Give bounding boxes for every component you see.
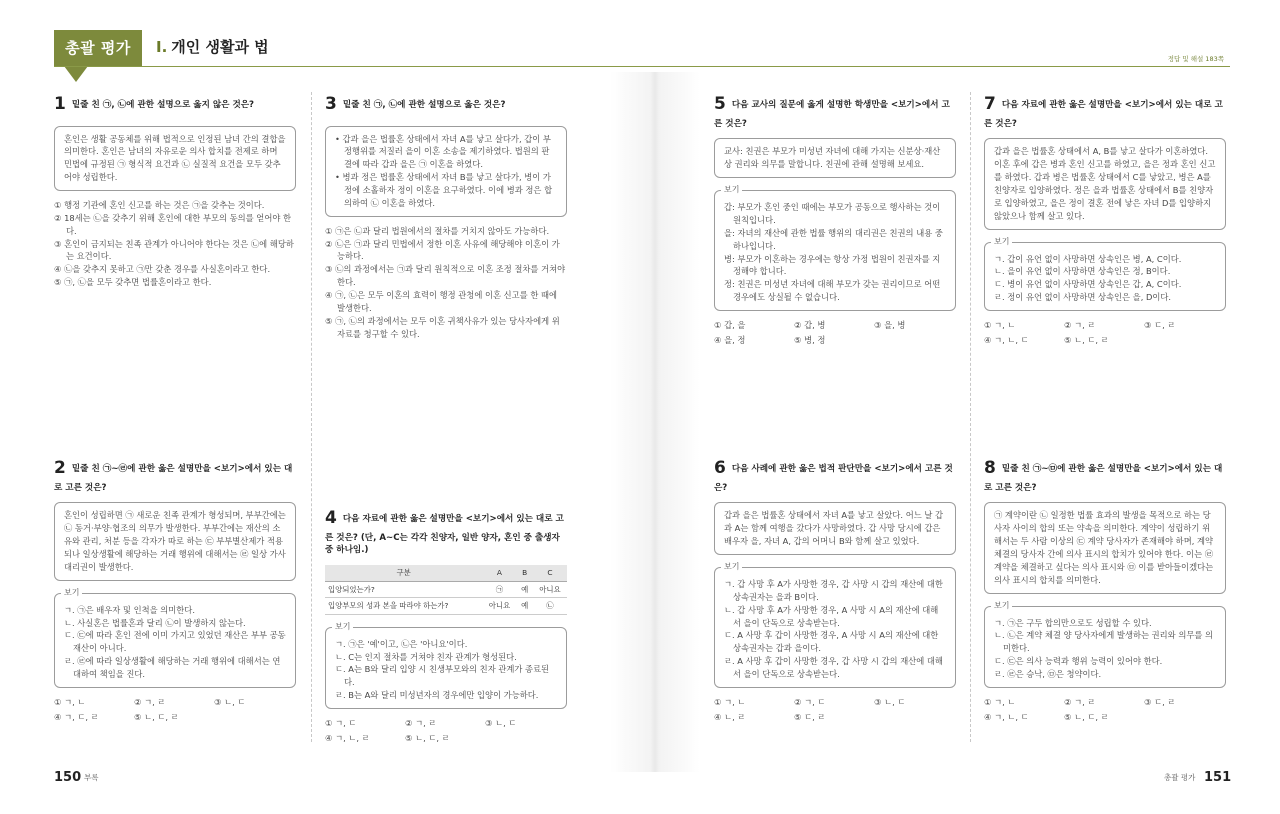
question-6-passage-text: 갑과 을은 법률혼 상태에서 자녀 A를 낳고 살았다. 어느 날 갑과 A는 함께 여행을 갔다가 사망하였다. 갑 사망 당시에 갑은 배우자 을, 자녀 A, 갑의 어머니 B와 함께 살고 있었다. (724, 510, 944, 547)
option[interactable]: ③ ㄴ, ㄷ (874, 696, 906, 707)
section-badge: 총괄 평가 (54, 30, 142, 66)
bogi-item: ㄱ. 갑이 유언 없이 사망하면 상속인은 병, A, C이다. (994, 253, 1182, 264)
option[interactable]: ② ㄱ, ㄹ (405, 717, 437, 728)
option[interactable]: ① ㄱ, ㄴ (54, 696, 86, 707)
question-5-prompt (714, 92, 956, 130)
table-cell: ㉠ (482, 581, 516, 597)
question-7 (984, 92, 1226, 347)
option[interactable]: ① ㄱ, ㄷ (325, 717, 357, 728)
question-8-bogi (984, 600, 1226, 688)
section-badge-tail (64, 66, 88, 82)
question-5-bogi (714, 185, 956, 311)
option[interactable]: ⑤ ㄴ, ㄷ, ㄹ (1064, 334, 1109, 345)
question-5 (714, 92, 956, 347)
table-header: B (516, 565, 532, 581)
question-4-bogi (325, 621, 567, 709)
bogi-item: ㄷ. A 사망 후 갑이 사망한 경우, A 사망 시 A의 재산에 대한 상속권자는 갑과 을이다. (724, 630, 939, 654)
question-5-options (714, 319, 956, 347)
bogi-item: 정: 친권은 미성년 자녀에 대해 부모가 갖는 권리이므로 어떤 경우에도 상실될 수 없습니다. (724, 279, 941, 303)
question-5-number: 5 (714, 94, 726, 114)
option[interactable]: ③ ㄷ, ㄹ (1144, 696, 1176, 707)
question-8-passage-text: ㉠ 계약이란 ㉡ 일정한 법률 효과의 발생을 목적으로 하는 당사자 사이의 합의 또는 약속을 의미한다. 계약이 성립하기 위해서는 두 사람 이상의 ㉢ 계약 당사자가 존재해야 하며, 계약 체결의 당사자 간에 의사 표시의 합치가 있어야 한다. 이는 ㉣ 계약을 체결하고 싶다는 의사 표시와 ㉤ 이를 받아들이겠다는 의사 표시의 합치를 의미한다. (994, 510, 1214, 585)
option[interactable]: ② 18세는 ㉡을 갖추기 위해 혼인에 대한 부모의 동의를 얻어야 한다. (54, 212, 292, 236)
option[interactable]: ② ㄱ, ㄹ (1064, 319, 1096, 330)
option[interactable]: ④ ㉡을 갖추지 못하고 ㉠만 갖춘 경우를 사실혼이라고 한다. (54, 264, 271, 275)
bogi-item: ㄹ. A 사망 후 갑이 사망한 경우, 갑 사망 시 갑의 재산에 대해서 을이 단독으로 상속받는다. (724, 656, 943, 679)
option[interactable]: ① 갑, 을 (714, 319, 746, 330)
option[interactable]: ⑤ 병, 정 (794, 334, 826, 345)
column-divider-left (311, 92, 312, 742)
table-cell: ㉡ (533, 598, 567, 614)
question-3 (325, 92, 567, 340)
question-4-options (325, 717, 567, 745)
option[interactable]: ⑤ ㄷ, ㄹ (794, 711, 826, 722)
question-1-prompt (54, 92, 296, 118)
table-header: C (533, 565, 567, 581)
question-7-passage-text: 갑과 을은 법률혼 상태에서 A, B를 낳고 살다가 이혼하였다. 이혼 후에 갑은 병과 혼인 신고를 하였고, 을은 정과 혼인 신고를 하였다. 갑과 병은 법률혼 상태에서 C를 낳았고, 병은 A를 친양자로 입양하였다. 정은 을과 법률혼 상태에서 B를 친양자로 입양하였고, 을은 정이 결혼 전에 낳은 자녀 D를 입양하지 않았으나 함께 살고 있다. (994, 146, 1216, 221)
option[interactable]: ② 갑, 병 (794, 319, 826, 330)
question-6-bogi (714, 561, 956, 688)
question-2-prompt-text: 밑줄 친 ㉠~㉣에 관한 옳은 설명만을 <보기>에서 있는 대로 고른 것은? (54, 464, 293, 493)
question-7-number: 7 (984, 94, 996, 114)
option[interactable]: ⑤ ㉠, ㉡의 과정에서는 모두 이혼 귀책사유가 있는 당사자에게 위자료를 청구할 수 있다. (325, 315, 560, 339)
bogi-label: 보기 (991, 236, 1012, 248)
option[interactable]: ④ 을, 정 (714, 334, 746, 345)
bogi-item: ㄱ. ㉠은 '예'이고, ㉡은 '아니요'이다. (335, 638, 468, 649)
table-cell: 입양되었는가? (325, 581, 482, 597)
passage-bullet: • 갑과 을은 법률혼 상태에서 자녀 A를 낳고 살다가, 갑이 부정행위를 저질러 을이 이혼 소송을 제기하였다. 법원의 판결에 따라 갑과 을은 ㉠ 이혼을 하였다. (335, 133, 551, 170)
option[interactable]: ① ㄱ, ㄴ (714, 696, 746, 707)
option[interactable]: ② ㉡은 ㉠과 달리 민법에서 정한 이혼 사유에 해당해야 이혼이 가능하다. (325, 238, 560, 262)
question-6-prompt-text: 다음 사례에 관한 옳은 법적 판단만을 <보기>에서 고른 것은? (714, 464, 953, 493)
option[interactable]: ① 행정 기관에 혼인 신고를 하는 것은 ㉠을 갖추는 것이다. (54, 199, 265, 210)
option[interactable]: ④ ㄱ, ㄴ, ㄷ (984, 711, 1029, 722)
bogi-item: ㄹ. 정이 유언 없이 사망하면 상속인은 을, D이다. (994, 292, 1172, 303)
question-3-options (325, 225, 567, 341)
question-6-number: 6 (714, 458, 726, 478)
option[interactable]: ③ ㉡의 과정에서는 ㉠과 달리 원칙적으로 이혼 조정 절차를 거쳐야 한다. (325, 264, 566, 288)
option[interactable]: ③ 을, 병 (874, 319, 906, 330)
question-2-options (54, 696, 296, 724)
question-8-number: 8 (984, 458, 996, 478)
question-2-passage-text: 혼인이 성립하면 ㉠ 새로운 친족 관계가 형성되며, 부부간에는 ㉡ 동거·부양·협조의 의무가 발생한다. 부부간에는 재산의 소유와 관리, 처분 등을 각자가 따로 하는 ㉢ 부부별산제가 적용되나 일상생활에 해당하는 거래 행위에 대해서는 ㉣ 일상 가사 대리권이 발생한다. (64, 510, 286, 572)
table-header: A (482, 565, 516, 581)
question-7-options (984, 319, 1226, 347)
question-8-prompt-text: 밑줄 친 ㉠~㉤에 관한 옳은 설명만을 <보기>에서 있는 대로 고른 것은? (984, 464, 1223, 493)
question-4-table (325, 565, 567, 614)
question-2-passage (54, 502, 296, 580)
question-4 (325, 506, 567, 745)
page-label-left: 부록 (84, 773, 99, 782)
option[interactable]: ⑤ ㄴ, ㄷ, ㄹ (134, 711, 179, 722)
question-5-passage-text: 교사: 친권은 부모가 미성년 자녀에 대해 가지는 신분상·재산상 권리와 의무를 말합니다. 친권에 관해 설명해 보세요. (724, 146, 941, 170)
question-4-number: 4 (325, 508, 337, 528)
column-divider-right (970, 92, 971, 742)
question-3-number: 3 (325, 94, 337, 114)
page-number-left: 150 (54, 770, 82, 785)
page-gutter (610, 72, 700, 772)
table-row (325, 598, 567, 614)
bogi-item: ㄴ. C는 인지 절차를 거쳐야 친자 관계가 형성된다. (335, 651, 517, 662)
question-5-passage (714, 138, 956, 178)
question-1-passage-text: 혼인은 생활 공동체를 위해 법적으로 인정된 남녀 간의 결합을 의미한다. 혼인은 남녀의 자유로운 의사 합치를 전제로 하며 민법에 규정된 ㉠ 형식적 요건과 ㉡ 실질적 요건을 모두 갖추어야 성립한다. (64, 133, 286, 183)
question-1 (54, 92, 296, 289)
bogi-item: ㄷ. ㉢은 의사 능력과 행위 능력이 있어야 한다. (994, 656, 1163, 667)
option[interactable]: ② ㄱ, ㄷ (794, 696, 826, 707)
bogi-item: ㄱ. 갑 사망 후 A가 사망한 경우, 갑 사망 시 갑의 재산에 대한 상속권자는 을과 B이다. (724, 578, 943, 602)
option[interactable]: ④ ㄱ, ㄴ, ㄹ (325, 732, 370, 743)
question-2 (54, 456, 296, 724)
question-3-passage (325, 126, 567, 217)
question-8-passage (984, 502, 1226, 593)
bogi-item: ㄹ. B는 A와 달리 미성년자의 경우에만 입양이 가능하다. (335, 690, 539, 701)
bogi-item: ㄴ. 을이 유언 없이 사망하면 상속인은 정, B이다. (994, 266, 1171, 277)
bogi-label: 보기 (721, 184, 742, 196)
bogi-label: 보기 (332, 621, 353, 633)
question-7-bogi (984, 236, 1226, 311)
bogi-label: 보기 (61, 587, 82, 599)
question-6-prompt (714, 456, 956, 494)
option[interactable]: ⑤ ㄴ, ㄷ, ㄹ (1064, 711, 1109, 722)
option[interactable]: ④ ㄴ, ㄹ (714, 711, 746, 722)
option[interactable]: ④ ㉠, ㉡은 모두 이혼의 효력이 행정 관청에 이혼 신고를 한 때에 발생한다. (325, 289, 558, 313)
table-cell: 아니요 (482, 598, 516, 614)
table-cell: 아니요 (533, 581, 567, 597)
bogi-item: ㄱ. ㉠은 구두 합의만으로도 성립할 수 있다. (994, 617, 1152, 628)
option[interactable]: ⑤ ㉠, ㉡을 모두 갖추면 법률혼이라고 한다. (54, 277, 212, 288)
option[interactable]: ④ ㄱ, ㄷ, ㄹ (54, 711, 99, 722)
question-7-prompt-text: 다음 자료에 관한 옳은 설명만을 <보기>에서 있는 대로 고른 것은? (984, 100, 1223, 129)
bogi-label: 보기 (991, 600, 1012, 612)
bogi-item: 병: 부모가 이혼하는 경우에는 항상 가정 법원이 친권자를 지정해야 합니다. (724, 253, 941, 277)
option[interactable]: ① ㉠은 ㉡과 달리 법원에서의 절차를 거치지 않아도 가능하다. (325, 225, 550, 236)
question-8 (984, 456, 1226, 724)
table-cell: 입양부모의 성과 본을 따라야 하는가? (325, 598, 482, 614)
table-header: 구분 (325, 565, 482, 581)
bogi-item: 을: 자녀의 재산에 관한 법률 행위의 대리권은 친권의 내용 중 하나입니다. (724, 227, 943, 251)
option[interactable]: ③ ㄷ, ㄹ (1144, 319, 1176, 330)
question-2-number: 2 (54, 458, 66, 478)
question-4-prompt-text: 다음 자료에 관한 옳은 설명만을 <보기>에서 있는 대로 고른 것은? (단, A~C는 각각 친양자, 일반 양자, 혼인 중 출생자 중 하나임.) (325, 514, 564, 556)
option[interactable]: ③ 혼인이 금지되는 친족 관계가 아니어야 한다는 것은 ㉡에 해당하는 요건이다. (54, 238, 294, 262)
option[interactable]: ① ㄱ, ㄴ (984, 696, 1016, 707)
bogi-item: ㄹ. ㉣은 승낙, ㉤은 청약이다. (994, 668, 1102, 679)
page-label-right: 총괄 평가 (1164, 773, 1196, 782)
unit-title (156, 36, 269, 59)
question-3-prompt-text: 밑줄 친 ㉠, ㉡에 관한 설명으로 옳은 것은? (342, 100, 506, 110)
bogi-item: ㄹ. ㉣에 따라 일상생활에 해당하는 거래 행위에 대해서는 연대하여 책임을 진다. (64, 656, 281, 679)
question-6 (714, 456, 956, 724)
unit-title-text: 개인 생활과 법 (171, 38, 269, 56)
question-5-prompt-text: 다음 교사의 질문에 옳게 설명한 학생만을 <보기>에서 고른 것은? (714, 100, 950, 129)
question-4-prompt (325, 506, 567, 557)
table-row (325, 581, 567, 597)
option[interactable]: ① ㄱ, ㄴ (984, 319, 1016, 330)
question-1-passage (54, 126, 296, 191)
bogi-item: 갑: 부모가 혼인 중인 때에는 부모가 공동으로 행사하는 것이 원칙입니다. (724, 202, 941, 225)
page-number-right: 151 (1204, 770, 1232, 785)
question-8-prompt (984, 456, 1226, 494)
question-8-options (984, 696, 1226, 724)
question-1-number: 1 (54, 94, 66, 114)
question-2-bogi (54, 587, 296, 688)
option[interactable]: ② ㄱ, ㄹ (134, 696, 166, 707)
passage-bullet: • 병과 정은 법률혼 상태에서 자녀 B를 낳고 살다가, 병이 가정에 소홀하자 정이 이혼을 요구하였다. 이에 병과 정은 합의하여 ㉡ 이혼을 하였다. (335, 172, 553, 208)
table-cell: 예 (516, 598, 532, 614)
bogi-label: 보기 (721, 561, 742, 573)
table-cell: 예 (516, 581, 532, 597)
answer-reference: 정답 및 해설 183쪽 (1167, 55, 1224, 63)
option[interactable]: ③ ㄴ, ㄷ (214, 696, 246, 707)
bogi-item: ㄴ. ㉡은 계약 체결 양 당사자에게 발생하는 권리와 의무를 의미한다. (994, 630, 1214, 654)
header-rule (54, 66, 1230, 67)
option[interactable]: ⑤ ㄴ, ㄷ, ㄹ (405, 732, 450, 743)
bogi-item: ㄴ. 갑 사망 후 A가 사망한 경우, A 사망 시 A의 재산에 대해서 을이 단독으로 상속받는다. (724, 604, 939, 628)
question-1-options (54, 199, 296, 289)
option[interactable]: ③ ㄴ, ㄷ (485, 717, 517, 728)
question-7-passage (984, 138, 1226, 229)
option[interactable]: ② ㄱ, ㄹ (1064, 696, 1096, 707)
option[interactable]: ④ ㄱ, ㄴ, ㄷ (984, 334, 1029, 345)
question-2-prompt (54, 456, 296, 494)
bogi-item: ㄷ. 병이 유언 없이 사망하면 상속인은 갑, A, C이다. (994, 279, 1182, 290)
unit-roman: I. (156, 38, 168, 56)
question-7-prompt (984, 92, 1226, 130)
question-6-options (714, 696, 956, 724)
question-6-passage (714, 502, 956, 555)
question-3-prompt (325, 92, 567, 118)
bogi-item: ㄱ. ㉠은 배우자 및 인척을 의미한다. (64, 604, 195, 615)
bogi-item: ㄷ. A는 B와 달리 입양 시 친생부모와의 친자 관계가 종료된다. (335, 664, 550, 688)
bogi-item: ㄴ. 사실혼은 법률혼과 달리 ㉡이 발생하지 않는다. (64, 617, 246, 628)
bogi-item: ㄷ. ㉢에 따라 혼인 전에 이미 가지고 있었던 재산은 부부 공동 재산이 아니다. (64, 630, 286, 654)
question-1-prompt-text: 밑줄 친 ㉠, ㉡에 관한 설명으로 옳지 않은 것은? (71, 100, 255, 110)
